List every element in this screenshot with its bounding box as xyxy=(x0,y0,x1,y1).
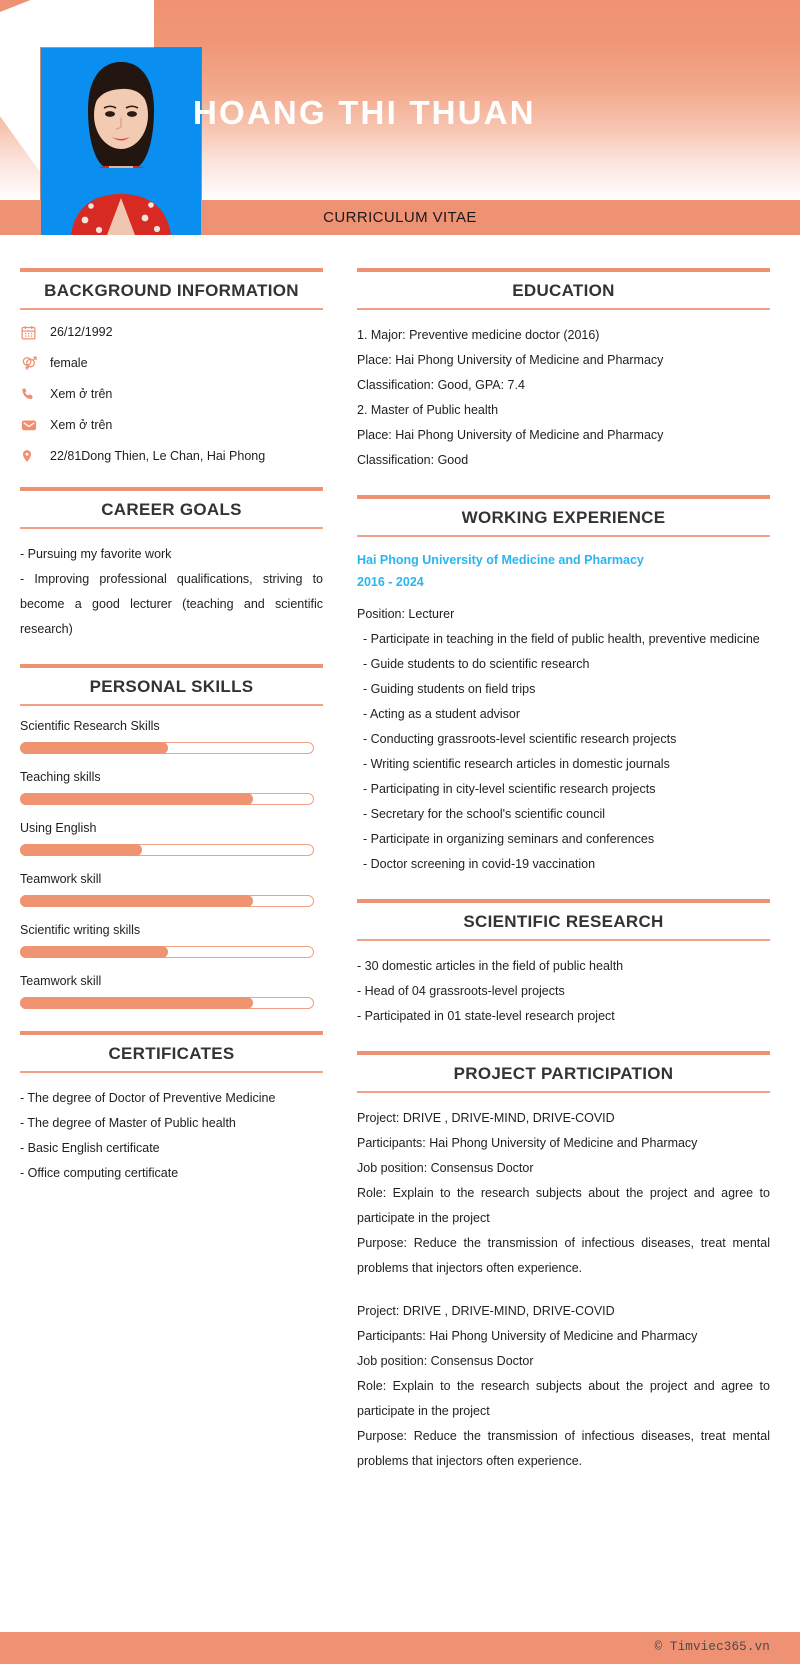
skill-item xyxy=(20,821,323,856)
project-entry xyxy=(357,1299,770,1474)
career-goal-line: - Pursuing my favorite work xyxy=(20,547,172,561)
project-job-position: Job position: Consensus Doctor xyxy=(357,1353,534,1368)
curriculum-vitae-band xyxy=(0,200,800,235)
section-header xyxy=(357,899,770,941)
copyright-text: © Timviec365.vn xyxy=(654,1640,770,1654)
contact-row-address xyxy=(20,447,323,465)
research-item: - Participated in 01 state-level research project xyxy=(357,1008,615,1023)
section-header xyxy=(20,1031,323,1073)
project-role: Role: Explain to the research subjects about the project and agree to participate in the project xyxy=(357,1185,770,1225)
section-title: WORKING EXPERIENCE xyxy=(461,508,666,527)
project-participants: Participants: Hai Phong University of Medicine and Pharmacy xyxy=(357,1328,698,1343)
section-body xyxy=(357,1093,770,1474)
education-line: 2. Master of Public health xyxy=(357,403,499,417)
section-header xyxy=(357,1051,770,1093)
section-scientific-research xyxy=(357,899,770,1029)
experience-bullet: - Participating in city-level scientific research projects xyxy=(363,781,656,796)
experience-bullet: - Guiding students on field trips xyxy=(363,681,536,696)
section-project-participation xyxy=(357,1051,770,1474)
experience-bullet: - Participate in teaching in the field of public health, preventive medicine xyxy=(363,631,760,646)
page-title: HOANG THI THUAN xyxy=(193,94,536,131)
cv-subtitle: CURRICULUM VITAE xyxy=(323,209,477,226)
research-item: - Head of 04 grassroots-level projects xyxy=(357,983,565,998)
education-line: Classification: Good xyxy=(357,453,469,467)
company-name: Hai Phong University of Medicine and Pharmacy xyxy=(357,553,644,567)
project-name: Project: DRIVE , DRIVE-MIND, DRIVE-COVID xyxy=(357,1110,615,1125)
section-career-goals xyxy=(20,487,323,642)
skill-item xyxy=(20,770,323,805)
cv-body xyxy=(0,235,800,1480)
section-body xyxy=(20,706,323,1009)
section-title: PROJECT PARTICIPATION xyxy=(453,1063,674,1083)
experience-bullet: - Doctor screening in covid-19 vaccination xyxy=(363,856,596,871)
section-body xyxy=(357,941,770,1029)
skill-label: Using English xyxy=(20,821,97,835)
project-name: Project: DRIVE , DRIVE-MIND, DRIVE-COVID xyxy=(357,1303,615,1318)
project-purpose: Purpose: Reduce the transmission of infectious diseases, treat mental problems that injectors often experience. xyxy=(357,1235,770,1275)
project-job-position: Job position: Consensus Doctor xyxy=(357,1160,534,1175)
certificate-item: - Basic English certificate xyxy=(20,1141,160,1155)
skill-progress-fill xyxy=(20,997,253,1009)
phone-icon xyxy=(20,386,50,402)
skill-label: Teamwork skill xyxy=(20,872,102,886)
career-goal-line: - Improving professional qualifications, striving to become a good lecturer (teaching and scientific research) xyxy=(20,572,323,636)
skill-label: Teaching skills xyxy=(20,770,101,784)
section-personal-skills xyxy=(20,664,323,1009)
gender-icon xyxy=(20,354,50,372)
right-column xyxy=(345,246,800,1480)
skill-item xyxy=(20,923,323,958)
section-header xyxy=(357,268,770,310)
section-certificates xyxy=(20,1031,323,1186)
section-title: BACKGROUND INFORMATION xyxy=(44,281,299,300)
section-title: CAREER GOALS xyxy=(101,500,242,519)
skill-progress-fill xyxy=(20,844,142,856)
skill-progress-bar xyxy=(20,844,314,856)
skill-progress-fill xyxy=(20,946,168,958)
certificate-item: - The degree of Master of Public health xyxy=(20,1116,236,1130)
skill-label: Teamwork skill xyxy=(20,974,102,988)
certificate-item: - The degree of Doctor of Preventive Medicine xyxy=(20,1091,276,1105)
experience-bullet: - Guide students to do scientific research xyxy=(363,656,590,671)
job-position: Position: Lecturer xyxy=(357,606,455,621)
section-education xyxy=(357,268,770,473)
section-body xyxy=(20,310,323,465)
contact-row-birthdate xyxy=(20,323,323,341)
section-body xyxy=(357,537,770,877)
education-line: 1. Major: Preventive medicine doctor (2016) xyxy=(357,328,600,342)
section-working-experience xyxy=(357,495,770,877)
experience-bullet: - Writing scientific research articles in domestic journals xyxy=(363,756,670,771)
section-body xyxy=(20,529,323,642)
skill-label: Scientific writing skills xyxy=(20,923,141,937)
skill-item xyxy=(20,719,323,754)
skill-item xyxy=(20,872,323,907)
skill-progress-fill xyxy=(20,895,253,907)
location-icon xyxy=(20,447,50,465)
contact-row-phone xyxy=(20,385,323,403)
project-entry xyxy=(357,1106,770,1281)
left-column xyxy=(0,246,345,1480)
education-line: Place: Hai Phong University of Medicine and Pharmacy xyxy=(357,428,664,442)
calendar-icon xyxy=(20,324,50,341)
education-line: Place: Hai Phong University of Medicine and Pharmacy xyxy=(357,353,664,367)
experience-bullet: - Acting as a student advisor xyxy=(363,706,521,721)
skill-progress-bar xyxy=(20,793,314,805)
skill-progress-fill xyxy=(20,793,253,805)
certificate-item: - Office computing certificate xyxy=(20,1166,179,1180)
skill-progress-bar xyxy=(20,742,314,754)
experience-bullet: - Conducting grassroots-level scientific research projects xyxy=(363,731,677,746)
project-participants: Participants: Hai Phong University of Medicine and Pharmacy xyxy=(357,1135,698,1150)
gender-value: female xyxy=(50,355,88,370)
skill-progress-bar xyxy=(20,895,314,907)
project-role: Role: Explain to the research subjects about the project and agree to participate in the project xyxy=(357,1378,770,1418)
research-item: - 30 domestic articles in the field of public health xyxy=(357,958,624,973)
experience-bullet: - Secretary for the school's scientific council xyxy=(363,806,606,821)
education-line: Classification: Good, GPA: 7.4 xyxy=(357,378,525,392)
section-header xyxy=(20,664,323,706)
section-header xyxy=(20,487,323,529)
skill-item xyxy=(20,974,323,1009)
section-title: EDUCATION xyxy=(512,281,615,300)
section-header xyxy=(357,495,770,537)
email-value: Xem ở trên xyxy=(50,417,113,432)
spacer xyxy=(357,1281,770,1299)
project-purpose: Purpose: Reduce the transmission of infectious diseases, treat mental problems that injectors often experience. xyxy=(357,1428,770,1468)
address-value: 22/81Dong Thien, Le Chan, Hai Phong xyxy=(50,448,266,463)
phone-value: Xem ở trên xyxy=(50,386,113,401)
email-icon xyxy=(20,416,50,434)
contact-row-gender xyxy=(20,354,323,372)
experience-bullet: - Participate in organizing seminars and conferences xyxy=(363,831,655,846)
skill-progress-bar xyxy=(20,946,314,958)
section-background-information xyxy=(20,268,323,465)
skill-progress-bar xyxy=(20,997,314,1009)
skill-progress-fill xyxy=(20,742,168,754)
page-footer xyxy=(0,1632,800,1664)
birthdate-value: 26/12/1992 xyxy=(50,324,113,339)
section-title: PERSONAL SKILLS xyxy=(89,677,254,696)
section-body xyxy=(357,310,770,473)
contact-row-email xyxy=(20,416,323,434)
skill-label: Scientific Research Skills xyxy=(20,719,160,733)
experience-bullets xyxy=(357,627,770,877)
section-header xyxy=(20,268,323,310)
section-body xyxy=(20,1073,323,1186)
section-title: CERTIFICATES xyxy=(108,1044,235,1063)
section-title: SCIENTIFIC RESEARCH xyxy=(463,911,664,931)
employment-period: 2016 - 2024 xyxy=(357,574,424,589)
